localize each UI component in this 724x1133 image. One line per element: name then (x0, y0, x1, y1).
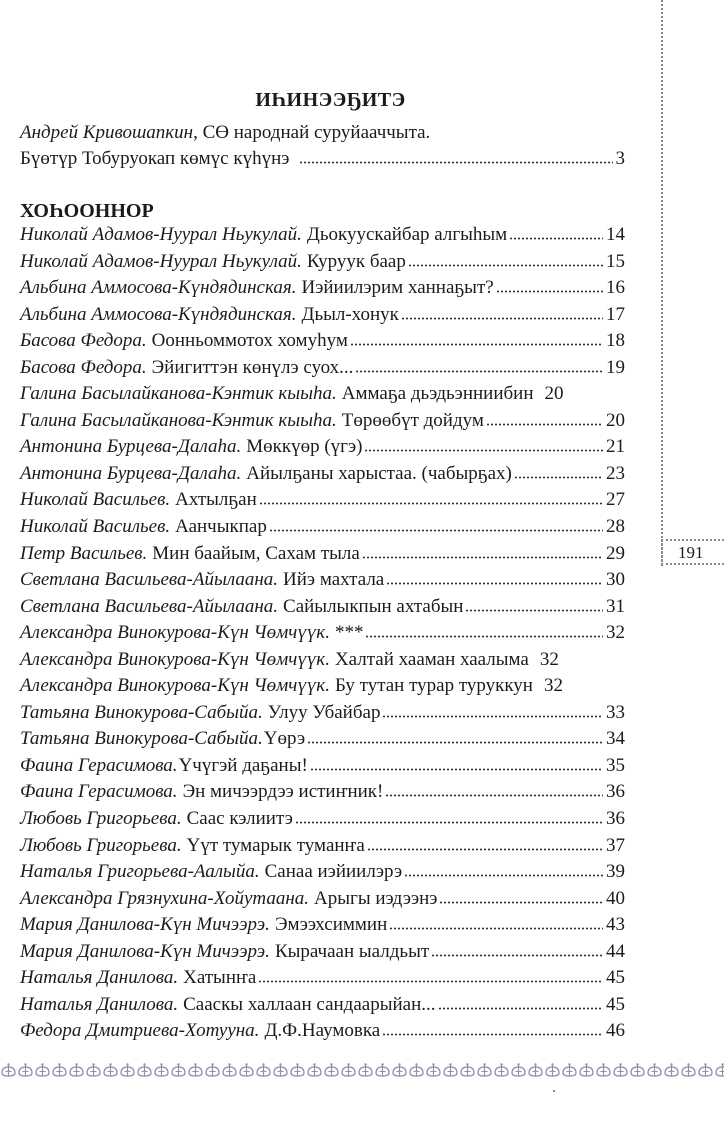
ornament-motif (648, 1063, 661, 1076)
dot-leader (408, 261, 603, 267)
dot-leader (364, 446, 603, 452)
print-speck (553, 1090, 555, 1092)
entry-page-number: 31 (606, 595, 625, 617)
toc-entry (20, 888, 625, 915)
entry-author: Басова Федора. (20, 356, 147, 378)
entry-author: Любовь Григорьева. (20, 808, 182, 830)
dot-leader (307, 738, 603, 744)
entry-page-number: 18 (606, 330, 625, 352)
toc-entry (20, 436, 625, 463)
entry-page-number: 28 (606, 516, 625, 538)
ornament-motif (682, 1063, 695, 1076)
ornament-motif (138, 1063, 151, 1076)
entry-page-number: 16 (606, 277, 625, 299)
entry-page-number: 39 (606, 861, 625, 883)
ornament-motif (546, 1063, 559, 1076)
ornament-motif (597, 1063, 610, 1076)
toc-entry (20, 728, 625, 755)
entry-author: Светлана Васильева-Айылаана. (20, 569, 279, 591)
ornament-motif (189, 1063, 202, 1076)
entry-page-number: 36 (606, 808, 625, 830)
margin-dotted-rule (661, 0, 663, 566)
toc-entry (20, 224, 625, 251)
toc-entry (20, 781, 625, 808)
entry-author: Антонина Бурцева-Далаһа. (20, 436, 242, 458)
ornament-motif (563, 1063, 576, 1076)
entry-page-number: 37 (606, 834, 625, 856)
entry-page-number: 33 (606, 701, 625, 723)
entry-page-number: 45 (606, 967, 625, 989)
dot-leader (389, 924, 603, 930)
entry-page-number: 46 (606, 1020, 625, 1042)
toc-entry (20, 649, 625, 676)
ornament-motif (376, 1063, 389, 1076)
entry-page-number: 36 (606, 781, 625, 803)
entry-title: Санаа иэйиилэрэ (264, 861, 403, 883)
dot-leader (401, 314, 603, 320)
entry-title: Эмээхсиммин (274, 914, 388, 936)
ornament-motif (121, 1063, 134, 1076)
page-title: ИҺИНЭЭҔИТЭ (255, 89, 406, 111)
toc-entry (20, 1020, 625, 1047)
toc-entry (20, 702, 625, 729)
dot-leader (385, 791, 603, 797)
ornament-motif (308, 1063, 321, 1076)
intro-page: 3 (615, 148, 625, 169)
ornament-motif (580, 1063, 593, 1076)
dot-leader (259, 499, 603, 505)
intro-line-1 (20, 120, 625, 146)
entry-title: Д.Ф.Наумовка (264, 1020, 381, 1042)
entry-author: Федора Дмитриева-Хотууна. (20, 1020, 260, 1042)
ornament-motif (444, 1063, 457, 1076)
entry-title: Кырачаан ыалдьыт (274, 940, 430, 962)
ornament-motif (512, 1063, 525, 1076)
toc-entry (20, 543, 625, 570)
toc-entry (20, 410, 625, 437)
dot-leader (514, 473, 603, 479)
entry-title: Үөрэ (263, 728, 306, 750)
dot-leader (362, 553, 603, 559)
dot-leader (535, 685, 541, 691)
entry-title: Үчүгэй даҕаны! (178, 754, 308, 776)
toc-entry (20, 357, 625, 384)
toc-entry (20, 835, 625, 862)
entry-page-number: 32 (543, 675, 563, 697)
toc-entry (20, 808, 625, 835)
dot-leader (438, 1004, 604, 1010)
toc-entry (20, 675, 625, 702)
entry-page-number: 29 (606, 542, 625, 564)
entry-title: Улуу Убайбар (267, 701, 381, 723)
ornament-motif (19, 1063, 32, 1076)
ornament-motif (274, 1063, 287, 1076)
entry-page-number: 27 (606, 489, 625, 511)
dot-leader (355, 367, 603, 373)
ornament-motif (87, 1063, 100, 1076)
dot-leader (350, 340, 603, 346)
dot-leader (269, 526, 603, 532)
entry-title: Төрөөбүт дойдум (341, 409, 484, 431)
entry-page-number: 15 (606, 250, 625, 272)
entry-page-number: 44 (606, 940, 625, 962)
intro-work: Бүөтүр Тобуруокап көмүс күһүнэ (20, 148, 290, 169)
entry-page-number: 23 (606, 462, 625, 484)
entry-title: Оонньоммотох хомуһум (151, 330, 348, 352)
entry-author: Николай Васильев. (20, 516, 171, 538)
entry-author: Мария Данилова-Күн Мичээрэ. (20, 914, 270, 936)
dot-leader (382, 712, 603, 718)
entry-author: Светлана Васильева-Айылаана. (20, 595, 279, 617)
entry-title: Куруук баар (306, 250, 406, 272)
entry-title: Дьокуускайбар алгыһым (306, 224, 508, 245)
toc-entry (20, 861, 625, 888)
entry-author: Наталья Григорьева-Аалыйа. (20, 861, 260, 883)
entry-author: Любовь Григорьева. (20, 834, 182, 856)
ornament-motif (665, 1063, 678, 1076)
entry-page-number: 35 (606, 754, 625, 776)
ornament-motif (427, 1063, 440, 1076)
intro-line-2 (20, 146, 625, 173)
ornament-motif (172, 1063, 185, 1076)
entry-title: Саас кэлиитэ (186, 808, 293, 830)
ornament-motif (257, 1063, 270, 1076)
dot-leader (299, 158, 612, 164)
toc-entry (20, 914, 625, 941)
toc-entry (20, 994, 625, 1021)
entry-author: Мария Данилова-Күн Мичээрэ. (20, 940, 270, 962)
section-title: ХОҺООННОР (20, 200, 154, 222)
ornament-motif (36, 1063, 49, 1076)
ornament-motif (291, 1063, 304, 1076)
entry-author: Галина Басылайканова-Кэнтик кыыһа. (20, 383, 337, 405)
entry-author: Николай Адамов-Нуурал Ньукулай. (20, 250, 302, 272)
entry-page-number: 40 (606, 887, 625, 909)
entry-page-number: 32 (539, 648, 559, 670)
entry-title: Эйигиттэн көнүлэ суох... (151, 356, 354, 378)
ornament-motif (478, 1063, 491, 1076)
dot-leader (531, 659, 537, 665)
dot-leader (465, 606, 603, 612)
ornament-motif (2, 1063, 15, 1076)
dot-leader (439, 898, 603, 904)
entry-title: *** (334, 622, 364, 644)
entry-author: Петр Васильев. (20, 542, 148, 564)
toc-entry (20, 463, 625, 490)
dot-leader (509, 234, 603, 240)
ornament-motif (614, 1063, 627, 1076)
ornament-motif (240, 1063, 253, 1076)
entry-page-number: 30 (606, 569, 625, 591)
toc-list (20, 224, 625, 1047)
ornament-motif (104, 1063, 117, 1076)
ornament-motif (495, 1063, 508, 1076)
toc-entry (20, 596, 625, 623)
ornament-motif (529, 1063, 542, 1076)
toc-entry (20, 755, 625, 782)
entry-page-number: 19 (606, 356, 625, 378)
ornament-motif (631, 1063, 644, 1076)
entry-page-number: 17 (606, 303, 625, 325)
entry-title: Үүт тумарык туманҥа (186, 834, 365, 856)
ornament-motif (155, 1063, 168, 1076)
ornament-motif (410, 1063, 423, 1076)
entry-title: Дьыл-хонук (301, 303, 399, 325)
entry-author: Альбина Аммосова-Күндядинская. (20, 303, 297, 325)
entry-author: Фаина Герасимова. (20, 754, 178, 776)
entry-page-number: 32 (606, 622, 625, 644)
entry-author: Александра Винокурова-Күн Чөмчүүк. (20, 648, 330, 670)
entry-author: Антонина Бурцева-Далаһа. (20, 462, 242, 484)
dot-leader (365, 632, 603, 638)
toc-entry (20, 304, 625, 331)
entry-title: Сааскы халлаан сандаарыйан... (183, 993, 436, 1015)
entry-author: Александра Грязнухина-Хойутаана. (20, 887, 310, 909)
toc-entry (20, 277, 625, 304)
entry-title: Иэйиилэрим ханнаҕыт? (301, 277, 494, 299)
dot-leader (536, 393, 542, 399)
ornament-motif (359, 1063, 372, 1076)
entry-title: Мин баайым, Сахам тыла (152, 542, 360, 564)
toc-entry (20, 489, 625, 516)
ornament-motif (206, 1063, 219, 1076)
dot-leader (496, 287, 603, 293)
entry-author: Наталья Данилова. (20, 967, 179, 989)
ornament-motif (342, 1063, 355, 1076)
intro-entry (20, 120, 625, 173)
entry-author: Фаина Герасимова. (20, 781, 178, 803)
entry-author: Альбина Аммосова-Күндядинская. (20, 277, 297, 299)
entry-title: Аанчыкпар (175, 516, 267, 538)
toc-entry (20, 622, 625, 649)
entry-author: Наталья Данилова. (20, 993, 179, 1015)
dot-leader (404, 871, 603, 877)
entry-title: Бу тутан турар туруккун (334, 675, 533, 697)
entry-author: Николай Адамов-Нуурал Ньукулай. (20, 224, 302, 245)
entry-title: Арыгы иэдээнэ (314, 887, 438, 909)
dot-leader (367, 845, 603, 851)
dot-leader (258, 977, 603, 983)
toc-entry (20, 941, 625, 968)
intro-subtitle: , СӨ народнай суруйааччыта. (193, 122, 431, 143)
entry-author: Татьяна Винокурова-Сабыйа. (20, 728, 263, 750)
dot-leader (382, 1030, 603, 1036)
dot-leader (431, 951, 603, 957)
toc-entry (20, 383, 625, 410)
dot-leader (310, 765, 603, 771)
entry-title: Ахтылҕан (175, 489, 257, 511)
ornament-motif (393, 1063, 406, 1076)
ornament-motif (699, 1063, 712, 1076)
entry-title: Сайылыкпын ахтабын (283, 595, 464, 617)
entry-page-number: 45 (606, 993, 625, 1015)
entry-title: Аммаҕа дьэдьэнниибин (341, 383, 534, 405)
toc-entry (20, 251, 625, 278)
entry-title: Мөккүөр (үгэ) (246, 436, 363, 458)
ornament-motif (223, 1063, 236, 1076)
ornament-motif (461, 1063, 474, 1076)
entry-page-number: 43 (606, 914, 625, 936)
ornament-motif (716, 1063, 724, 1076)
entry-page-number: 34 (606, 728, 625, 750)
ornament-motif (70, 1063, 83, 1076)
entry-title: Халтай хааман хаалыма (334, 648, 529, 670)
entry-title: Хатынҥа (183, 967, 257, 989)
dot-leader (386, 579, 603, 585)
entry-author: Александра Винокурова-Күн Чөмчүүк. (20, 675, 330, 697)
entry-page-number: 21 (606, 436, 625, 458)
entry-page-number: 20 (544, 383, 564, 405)
toc-entry (20, 330, 625, 357)
entry-page-number: 14 (606, 224, 625, 245)
ornament-motif (325, 1063, 338, 1076)
entry-title: Эн мичээрдээ истиҥник! (182, 781, 384, 803)
dot-leader (295, 818, 603, 824)
entry-title: Айылҕаны харыстаа. (чабырҕах) (246, 462, 512, 484)
scroll-border-ornament-icon (0, 1062, 724, 1078)
entry-author: Басова Федора. (20, 330, 147, 352)
entry-page-number: 20 (606, 409, 625, 431)
toc-entry (20, 569, 625, 596)
entry-author: Николай Васильев. (20, 489, 171, 511)
intro-author: Андрей Кривошапкин (20, 122, 194, 143)
entry-author: Татьяна Винокурова-Сабыйа. (20, 701, 263, 723)
entry-title: Ийэ махтала (283, 569, 385, 591)
ornament-motif (53, 1063, 66, 1076)
toc-entry (20, 516, 625, 543)
dot-leader (486, 420, 603, 426)
page-number: 191 (678, 543, 704, 562)
entry-author: Александра Винокурова-Күн Чөмчүүк. (20, 622, 330, 644)
entry-author: Галина Басылайканова-Кэнтик кыыһа. (20, 409, 337, 431)
toc-entry (20, 967, 625, 994)
